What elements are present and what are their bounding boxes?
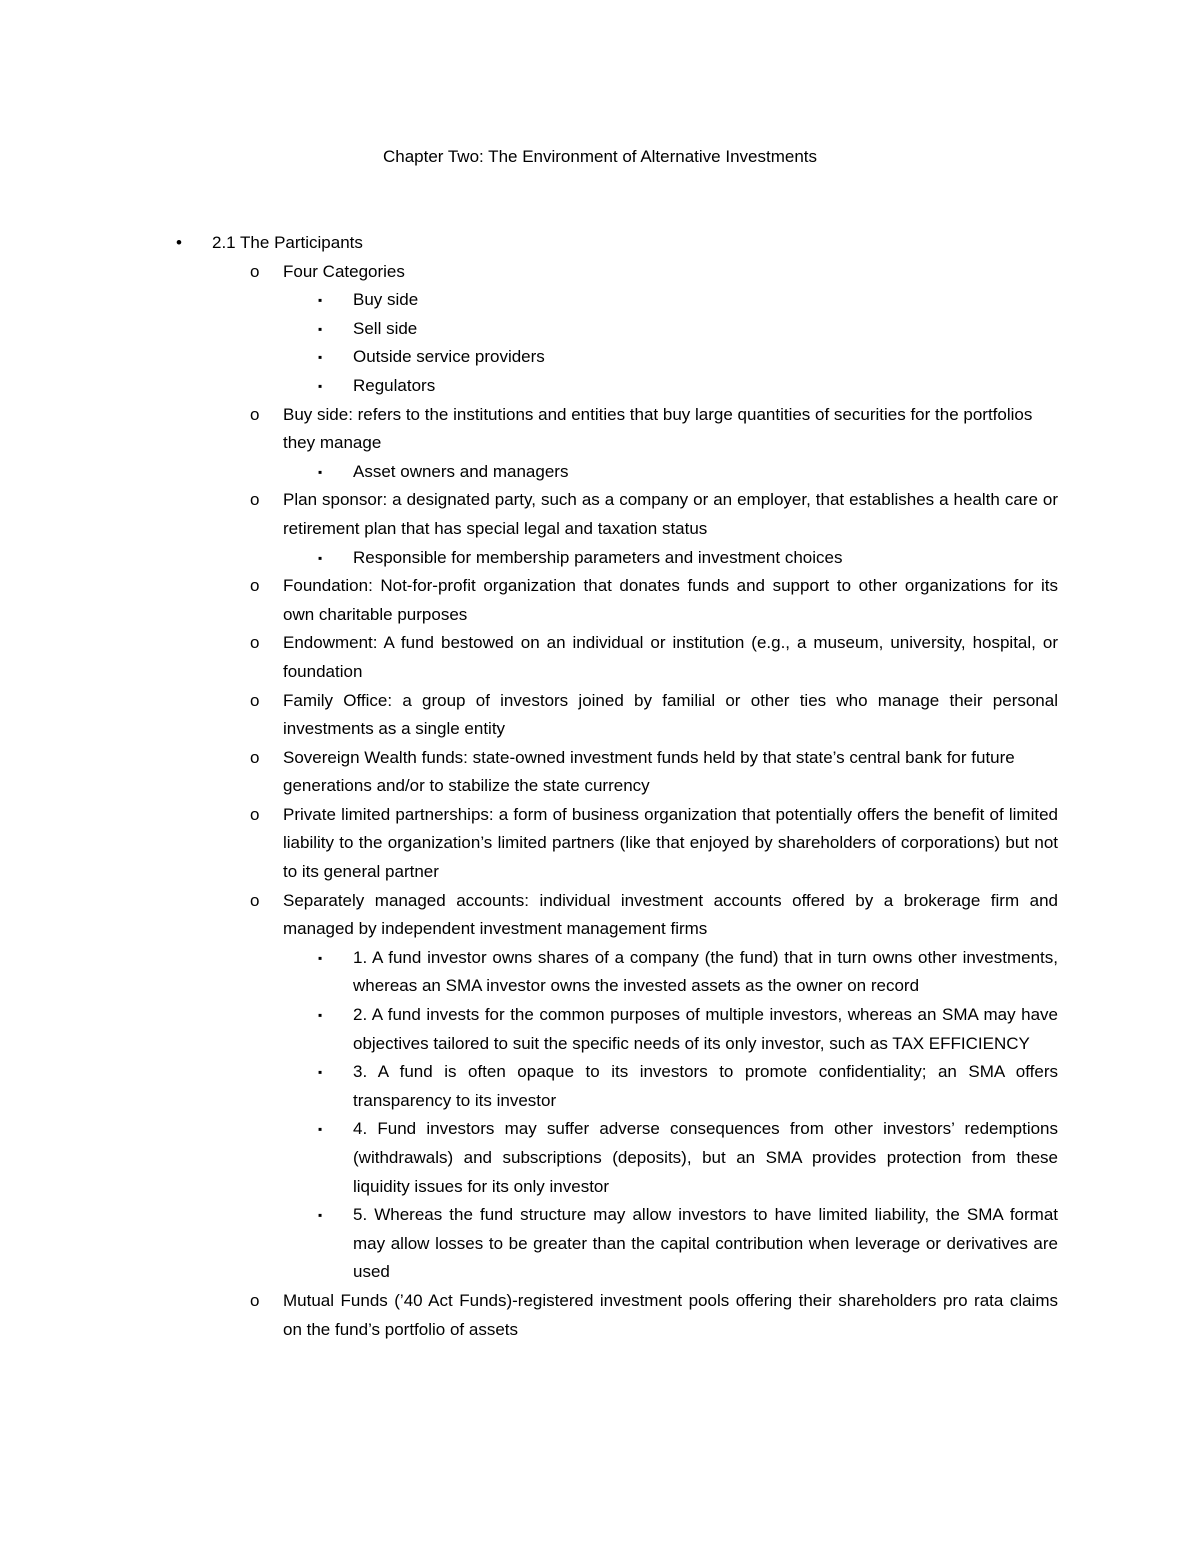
sub-list-item <box>176 1058 1058 1115</box>
circle-marker: o <box>250 633 260 653</box>
outline <box>176 229 1058 1344</box>
square-marker: ▪ <box>318 1065 323 1080</box>
sub-list-item <box>176 343 1058 372</box>
list-item <box>176 1287 1058 1344</box>
list-item <box>176 687 1058 744</box>
sub-list-item <box>176 1201 1058 1287</box>
circle-marker: o <box>250 804 260 824</box>
private-lp-text: Private limited partnerships: a form of business organization that potentially offers the benefit of limited liability to the organization’s limited partners (like that enjoyed by shareholders of corporations) but not to its general partner <box>283 804 1058 882</box>
square-marker: ▪ <box>318 550 323 565</box>
square-marker: ▪ <box>318 1008 323 1023</box>
mutual-funds-text: Mutual Funds (’40 Act Funds)-registered investment pools offering their shareholders pro rata claims on the fund’s portfolio of assets <box>283 1290 1058 1339</box>
buy-side-sub: Asset owners and managers <box>353 461 569 481</box>
list-item <box>176 486 1058 543</box>
category-text: Regulators <box>353 375 436 395</box>
sub-list-item <box>176 1115 1058 1201</box>
sovereign-wealth-text: Sovereign Wealth funds: state-owned investment funds held by that state’s central bank for future generations and/or to stabilize the state currency <box>283 747 1015 796</box>
square-marker: ▪ <box>318 464 323 479</box>
square-marker: ▪ <box>318 293 323 308</box>
list-item <box>176 744 1058 801</box>
category-text: Sell side <box>353 318 418 338</box>
plan-sponsor-sub: Responsible for membership parameters and investment choices <box>353 547 843 567</box>
list-item <box>176 801 1058 887</box>
sma-point: 5. Whereas the fund structure may allow investors to have limited liability, the SMA format may allow losses to be greater than the capital contribution when leverage or derivatives are used <box>353 1205 1058 1282</box>
endowment-text: Endowment: A fund bestowed on an individual or institution (e.g., a museum, university, hospital, or foundation <box>283 633 1058 681</box>
square-marker: ▪ <box>318 350 323 365</box>
circle-marker: o <box>250 1290 260 1310</box>
sub-list-item <box>176 458 1058 487</box>
category-text: Outside service providers <box>353 347 545 367</box>
foundation-text: Foundation: Not-for-profit organization that donates funds and support to other organizations for its own charitable purposes <box>283 576 1058 624</box>
sub-list-item <box>176 544 1058 573</box>
sub-list-item <box>176 1001 1058 1058</box>
sub-list-item <box>176 944 1058 1001</box>
category-text: Buy side <box>353 290 419 310</box>
list-item <box>176 401 1058 458</box>
sma-point: 3. A fund is often opaque to its investors to promote confidentiality; an SMA offers transparency to its investor <box>353 1062 1058 1110</box>
chapter-title: Chapter Two: The Environment of Alternative Investments <box>382 147 818 166</box>
sma-point: 4. Fund investors may suffer adverse consequences from other investors’ redemptions (withdrawals) and subscriptions (deposits), but an SMA provides protection from these liquidity issues for its only investor <box>353 1119 1058 1196</box>
list-item <box>176 572 1058 629</box>
circle-marker: o <box>250 890 260 910</box>
list-item <box>176 887 1058 944</box>
square-marker: ▪ <box>318 1208 323 1223</box>
circle-marker: o <box>250 490 260 510</box>
square-marker: ▪ <box>318 1122 323 1137</box>
sma-text: Separately managed accounts: individual investment accounts offered by a brokerage firm and managed by independent investment management firms <box>283 890 1058 939</box>
list-item <box>176 629 1058 686</box>
square-marker: ▪ <box>318 950 323 965</box>
sub-list-item <box>176 372 1058 401</box>
family-office-text: Family Office: a group of investors joined by familial or other ties who manage their personal investments as a single entity <box>283 690 1058 739</box>
plan-sponsor-text: Plan sponsor: a designated party, such as a company or an employer, that establishes a health care or retirement plan that has special legal and taxation status <box>283 490 1058 538</box>
sub-list-item <box>176 286 1058 315</box>
sma-point: 2. A fund invests for the common purposes of multiple investors, whereas an SMA may have objectives tailored to suit the specific needs of its only investor, such as TAX EFFICIENCY <box>353 1005 1058 1053</box>
buy-side-text: Buy side: refers to the institutions and entities that buy large quantities of securities for the portfolios they manage <box>283 404 1033 453</box>
circle-marker: o <box>250 747 260 767</box>
circle-marker: o <box>250 261 260 281</box>
square-marker: ▪ <box>318 321 323 336</box>
sub-list-item <box>176 315 1058 344</box>
list-item <box>176 258 1058 287</box>
circle-marker: o <box>250 690 260 710</box>
section-item <box>176 229 1058 258</box>
circle-marker: o <box>250 404 260 424</box>
sma-point: 1. A fund investor owns shares of a company (the fund) that in turn owns other investments, whereas an SMA investor owns the invested assets as the owner on record <box>353 947 1058 996</box>
section-heading: 2.1 The Participants <box>212 233 363 252</box>
square-marker: ▪ <box>318 378 323 393</box>
bullet-marker: • <box>176 233 182 252</box>
circle-marker: o <box>250 576 260 596</box>
categories-label: Four Categories <box>283 261 405 281</box>
